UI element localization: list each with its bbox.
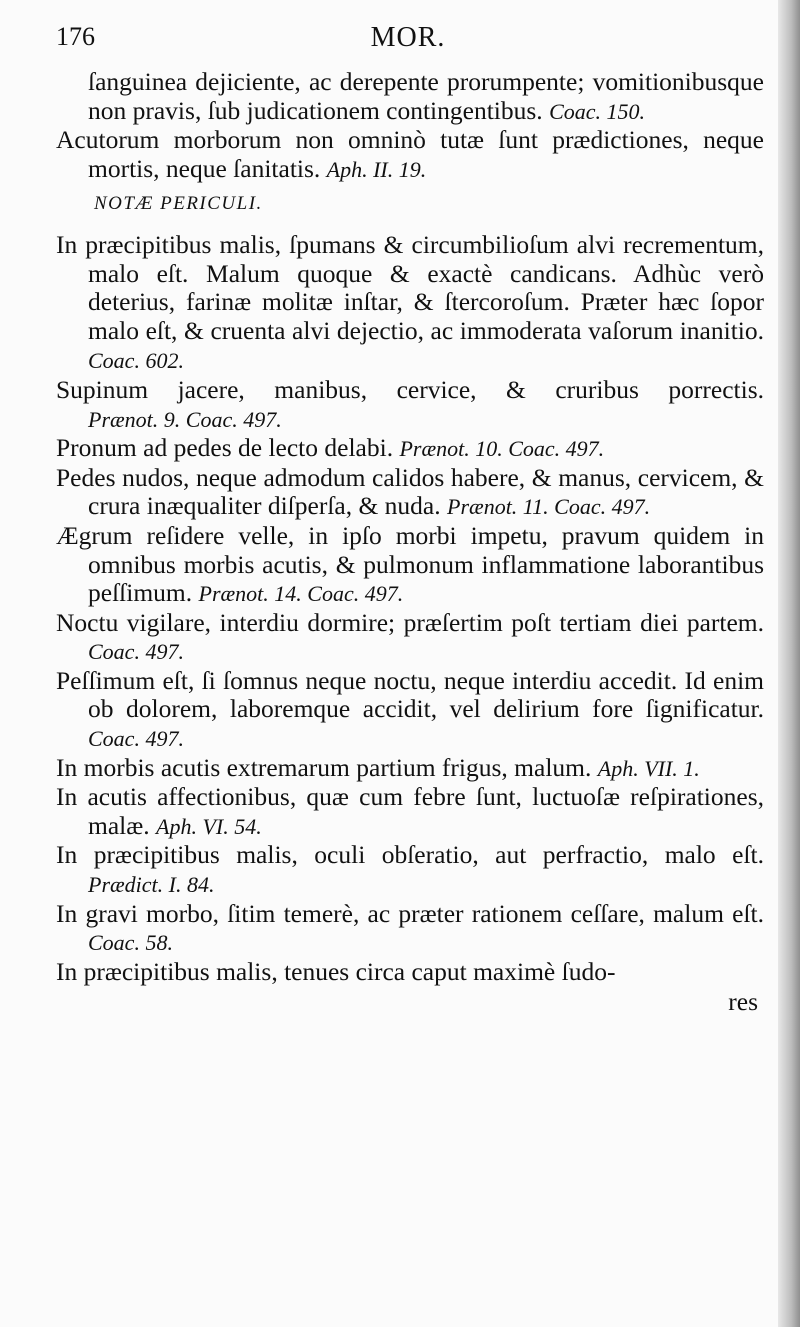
reference: Aph. II. 19. xyxy=(326,156,427,182)
paragraph-entry xyxy=(56,376,764,434)
entry-text: In præcipitibus malis, oculi obſeratio, aut perfractio, malo eſt. xyxy=(56,840,764,870)
reference: Coac. 150. xyxy=(549,98,646,124)
paragraph-entry xyxy=(56,900,764,958)
catchword: res xyxy=(728,987,758,1017)
entry-text: In præcipitibus malis, ſpumans & circumbilioſum alvi recrementum, malo eſt. Malum quoque & exactè candicans. Adhùc verò deterius, farinæ molitæ inſtar, & ſtercoroſum. Præter hæc ſopor malo eſt, & cruenta alvi dejectio, ac immoderata vaſorum inanitio. xyxy=(56,229,764,345)
entry-text: Ægrum reſidere velle, in ipſo morbi impetu, pravum quidem in omnibus morbis acutis, & pulmonum inflammatione laborantibus peſſimum. xyxy=(56,520,764,608)
entry-text: Acutorum morborum non omninò tutæ ſunt prædictiones, neque mortis, neque ſanitatis. xyxy=(56,125,764,183)
reference: Prædict. I. 84. xyxy=(88,872,215,898)
page-gutter-shadow xyxy=(778,0,800,1327)
paragraph-entry xyxy=(56,754,764,784)
reference: Coac. 58. xyxy=(88,930,173,956)
reference: Prænot. 9. Coac. 497. xyxy=(88,406,282,432)
paragraph-entry xyxy=(56,958,764,987)
entry-text: Pronum ad pedes de lecto delabi. xyxy=(56,433,394,463)
reference: Aph. VII. 1. xyxy=(597,755,700,781)
paragraph-entry xyxy=(56,841,764,899)
paragraph-entry xyxy=(56,609,764,667)
reference: Prænot. 11. Coac. 497. xyxy=(447,494,651,520)
running-head xyxy=(56,22,760,62)
reference: Coac. 497. xyxy=(88,726,184,752)
paragraph-entry xyxy=(56,522,764,609)
paragraph-entry xyxy=(56,783,764,841)
paragraph-continuation xyxy=(56,68,764,126)
reference: Prænot. 10. Coac. 497. xyxy=(399,436,605,462)
entry-text: Peſſimum eſt, ſi ſomnus neque noctu, neque interdiu accedit. Id enim ob dolorem, laboremque accidit, vel delirium fore ſignificatur. xyxy=(56,665,764,724)
entry-text: Noctu vigilare, interdiu dormire; præſertim poſt tertiam diei partem. xyxy=(56,607,764,637)
body-text xyxy=(56,68,764,1017)
running-title: MOR. xyxy=(370,22,446,53)
page-number: 176 xyxy=(56,22,95,51)
reference: Coac. 497. xyxy=(88,639,184,665)
paragraph-entry xyxy=(56,667,764,754)
entry-text: In præcipitibus malis, tenues circa caput maximè ſudo- xyxy=(56,956,616,986)
entry-text: In morbis acutis extremarum partium frigus, malum. xyxy=(56,752,592,782)
reference: Aph. VI. 54. xyxy=(156,813,262,839)
entry-text: Pedes nudos, neque admodum calidos habere, & manus, cervicem, & crura inæqualiter diſperſa, & nuda. xyxy=(56,462,764,521)
section-heading: NOTÆ PERICULI. xyxy=(94,193,263,215)
paragraph-entry xyxy=(56,434,764,464)
entry-text: Supinum jacere, manibus, cervice, & cruribus porrectis. xyxy=(56,374,764,404)
entry-text: ſanguinea dejiciente, ac derepente prorumpente; vomitionibusque non pravis, ſub judicationem contingentibus. xyxy=(88,67,764,125)
reference: Prænot. 14. Coac. 497. xyxy=(198,581,404,607)
paragraph-entry xyxy=(56,464,764,522)
paragraph-entry xyxy=(56,231,764,376)
entry-text: In gravi morbo, ſitim temerè, ac præter rationem ceſſare, malum eſt. xyxy=(56,898,764,928)
entry-text: In acutis affectionibus, quæ cum febre ſunt, luctuoſæ reſpirationes, malæ. xyxy=(56,782,764,840)
paragraph-entry xyxy=(56,126,764,184)
reference: Coac. 602. xyxy=(88,348,184,374)
